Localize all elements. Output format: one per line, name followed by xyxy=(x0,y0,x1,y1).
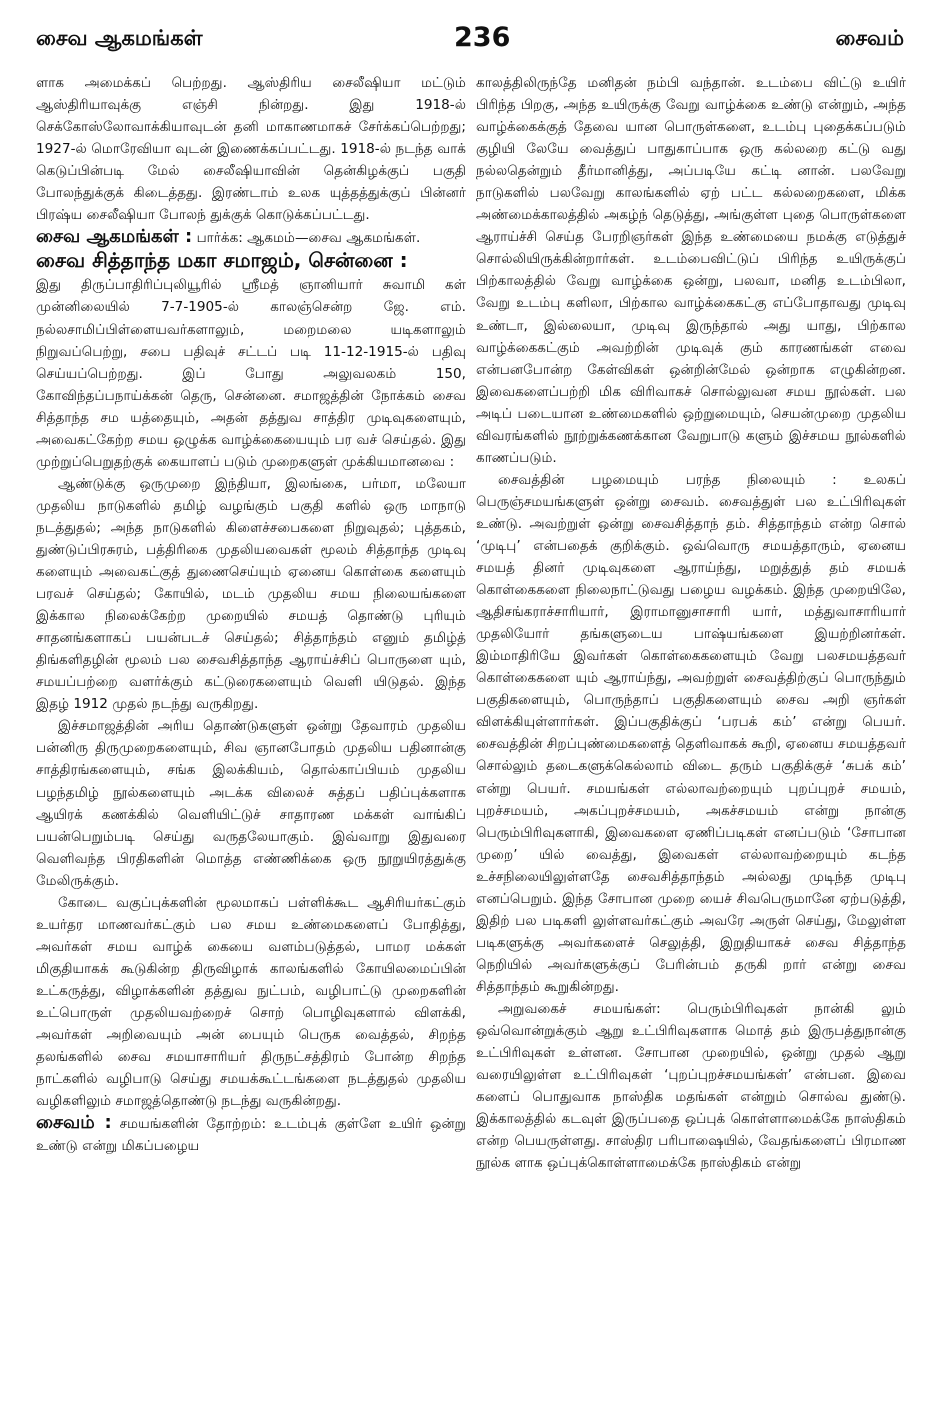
paragraph: காலத்திலிருந்தே மனிதன் நம்பி வந்தான். உடம்பை விட்டு உயிர் பிரிந்த பிறகு, அந்த உயிருக்கு வேறு வாழ்க்கை உண்டு என்றும், அந்த வாழ்க்கைக்குத் தேவை யான பொருள்களை, உடம்பு புதைக்கப்படும் குழியி லேயே வைத்துப் பாதுகாப்பாக ஒரு கல்லறை கட்டு வது நல்லதென்றும் தீர்மானித்து, அப்படியே கட்டி னான். பலவேறு நாடுகளில் பலவேறு காலங்களில் ஏற் பட்ட கல்லறைகளை, மிக்க அண்மைக்காலத்தில் அகழ்ந் தெடுத்து, அங்குள்ள புதை பொருள்களை ஆராய்ச்சி செய்த பேரறிஞர்கள் இந்த உண்மையை நமக்கு எடுத்துச் சொல்லியிருக்கின்றார்கள். உடம்பைவிட்டுப் பிரிந்த உயிருக்குப் பிற்காலத்தில் வேறு வாழ்க்கை ஒன்று, பலவா, மனித உடம்பிலா, வேறு உடம்பு களிலா, பிற்கால வாழ்க்கைகட்கு எப்போதாவது முடிவு உண்டா, இல்லையா, முடிவு இருந்தால் அது யாது, பிற்கால வாழ்க்கைகட்கும் அவற்றின் முடிவுக் கும் காரணங்கள் எவை என்பனபோன்ற கேள்விகள் ஒன்றின்மேல் ஒன்றாக எழுகின்றன. இவைகளைப்பற்றி மிக விரிவாகச் சொல்லுவன சமய நூல்கள். பல அடிப் படையான உண்மைகளில் ஒற்றுமையும், செயன்முறை முதலிய விவரங்களில் நூற்றுக்கணக்கான வேறுபாடு களும் இச்சமய நூல்களில் காணப்படும். xyxy=(476,75,906,466)
entry-text: பார்க்க: ஆகமம்—சைவ ஆகமங்கள். xyxy=(192,230,421,247)
paragraph: இது திருப்பாதிரிப்புலியூரில் ஸ்ரீமத் ஞானியார் சுவாமி கள் முன்னிலையில் 7-7-1905-ல் காலஞ்சென்ற ஜே. எம். நல்லசாமிப்பிள்ளையவர்களாலும், மறைமலை யடிகளாலும் நிறுவப்பெற்று, சபை பதிவுச் சட்டப் படி 11-12-1915-ல் பதிவு செய்யப்பெற்றது. இப் போது அலுவலகம் 150, கோவிந்தப்பநாய்க்கன் தெரு, சென்னை. சமாஜத்தின் நோக்கம் சைவ சித்தாந்த சம யத்தையும், அதன் தத்துவ சாத்திர முடிவுகளையும், அவைகட்கேற்ற சமய ஒழுக்க வாழ்க்கையையும் பர வச் செய்தல். இது முற்றுப்பெறுதற்குக் கையாளப் படும் முறைகளுள் முக்கியமானவை : xyxy=(36,277,466,470)
encyclopedia-entry xyxy=(36,1112,466,1157)
paragraph: அறுவகைச் சமயங்கள்: பெரும்பிரிவுகள் நான்கி லும் ஒவ்வொன்றுக்கும் ஆறு உட்பிரிவுகளாக மொத் தம் இருபத்துநான்கு உட்பிரிவுகள் உள்ளன. சோபான முறையில், ஒன்று முதல் ஆறு வரையிலுள்ள உட்பிரிவுகள் ‘புறப்புறச்சமயங்கள்’ என்பன. இவை களைப் பொதுவாக நாஸ்திக மதங்கள் என்றும் சொல்வ துண்டு. இக்காலத்தில் கடவுள் இருப்பதை ஒப்புக் கொள்ளாமைக்கே நாஸ்திகம் என்ற பெயருள்ளது. சாஸ்திர பரிபாஷையில், வேதங்களைப் பிரமாண நூல்க ளாக ஒப்புக்கொள்ளாமைக்கே நாஸ்திகம் என்று xyxy=(476,1000,906,1172)
page-number: 236 xyxy=(454,22,511,53)
paragraph: சைவத்தின் பழமையும் பரந்த நிலையும் : உலகப் பெருஞ்சமயங்களுள் ஒன்று சைவம். சைவத்துள் பல உட்பிரிவுகள் உண்டு. அவற்றுள் ஒன்று சைவசித்தாந் தம். சித்தாந்தம் என்ற சொல் ‘முடிபு’ என்பதைக் குறிக்கும். ஒவ்வொரு சமயத்தாரும், ஏனைய சமயத் தினர் முடிவுகளை ஆராய்ந்து, மறுத்துத் தம் சமயக் கொள்கைகளை நிலைநாட்டுவது பழைய வழக்கம். இந்த முறையிலே, ஆதிசங்கராச்சாரியார், இராமானுசாசாரி யார், மத்துவாசாரியார் முதலியோர் தங்களுடைய பாஷ்யங்களை இயற்றினர்கள். இம்மாதிரியே இவர்கள் கொள்கைகளையும் வேறு பலசமயத்தவர் கொள்கைகளை யும் ஆராய்ந்து, அவற்றுள் சைவத்திற்குப் பொருந்தும் பகுதிகளையும், பொருந்தாப் பகுதிகளையும் சைவ அறி ஞர்கள் விளக்கியுள்ளார்கள். இப்பகுதிக்குப் ‘பரபக் கம்’ என்று பெயர். சைவத்தின் சிறப்புண்மைகளைத் தெளிவாகக் கூறி, ஏனைய சமயத்தவர் சொல்லும் தடைகளுக்கெல்லாம் விடை தரும் பகுதிக்குச் ‘சுபக் கம்’ என்று பெயர். சமயங்கள் எல்லாவற்றையும் புறப்புறச் சமயம், புறச்சமயம், அகப்புறச்சமயம், அகச்சமயம் என்று நான்கு பெரும்பிரிவுகளாகி, இவைகளை ஏணிப்படிகள் எனப்படும் ‘சோபான முறை’ யில் வைத்து, இவைகள் எல்லாவற்றையும் கடந்த உச்சநிலையிலுள்ளதே சைவசித்தாந்தம் அல்லது முடிந்த முடிபு எனப்பெறும். இந்த சோபான முறை யைச் சிவபெருமானே ஏற்படுத்தி, இதிற் பல படிகளி லுள்ளவர்கட்கும் அவரே அருள் செய்து, மேலுள்ள படிகளுக்கு அவர்களைச் செலுத்தி, இறுதியாகச் சைவ சித்தாந்த நெறியில் அவர்களுக்குப் பேரின்பம் தருகி றார் என்று சைவ சித்தாந்தம் கூறுகின்றது. xyxy=(476,471,906,995)
entry-heading: சைவம் : xyxy=(36,1112,112,1134)
right-column xyxy=(476,72,906,1410)
paragraph: ஆண்டுக்கு ஒருமுறை இந்தியா, இலங்கை, பர்மா, மலேயா முதலிய நாடுகளில் தமிழ் வழங்கும் பகுதி களில் ஒரு மாநாடு நடத்துதல்; அந்த நாடுகளில் கிளைச்சபைகளை நிறுவுதல்; புத்தகம், துண்டுப்பிரசுரம், பத்திரிகை முதலியவைகள் மூலம் சித்தாந்த முடிவு களையும் அவைகட்குத் துணைசெய்யும் ஏனைய கொள்கை களையும் பரவச் செய்தல்; கோயில், மடம் முதலிய சமய நிலையங்களை இக்கால நிலைக்கேற்ற முறையில் சமயத் தொண்டு புரியும் சாதனங்களாகப் பயன்படச் செய்தல்; சித்தாந்தம் எனும் தமிழ்த் திங்களிதழின் மூலம் பல சைவசித்தாந்த ஆராய்ச்சிப் பொருளை யும், சமயப்பற்றை வளர்க்கும் கட்டுரைகளையும் வெளி யிடுதல். இந்த இதழ் 1912 முதல் நடந்து வருகிறது. xyxy=(36,475,466,713)
encyclopedia-entry xyxy=(36,249,466,274)
encyclopedia-entry xyxy=(36,226,466,249)
paragraph: கோடை வகுப்புக்களின் மூலமாகப் பள்ளிக்கூட ஆசிரியர்கட்கும் உயர்தர மாணவர்கட்கும் பல சமய உண்மைகளைப் போதித்து, அவர்கள் சமய வாழ்க் கையை வளம்படுத்தல், பாமர மக்கள் மிகுதியாகக் கூடுகின்ற திருவிழாக் காலங்களில் கோயிலமைப்பின் உட்கருத்து, விழாக்களின் தத்துவ நுட்பம், வழிபாட்டு முறைகளின் உட்பொருள் முதலியவற்றைச் சொற் பொழிவுகளால் விளக்கி, அவர்கள் அறிவையும் அன் பையும் பெருக வைத்தல், சிறந்த தலங்களில் சைவ சமயாசாரியர் திருநட்சத்திரம் போன்ற சிறந்த நாட்களில் வழிபாடு செய்து சமயக்கூட்டங்களை நடத்துதல் முதலிய வழிகளிலும் சமாஜத்தொண்டு நடந்து வருகின்றது. xyxy=(36,894,466,1110)
entry-heading: சைவ சித்தாந்த மகா சமாஜம், சென்னை : xyxy=(36,248,408,273)
running-head-right: சைவம் xyxy=(835,26,904,50)
running-head-left: சைவ ஆகமங்கள் xyxy=(36,26,203,50)
left-column xyxy=(36,72,466,1410)
entry-heading: சைவ ஆகமங்கள் : xyxy=(36,226,193,248)
entry-text: சமயங்களின் தோற்றம்: உடம்புக் குள்ளே உயிர் ஒன்று உண்டு என்று மிகப்பழைய xyxy=(36,1116,466,1155)
paragraph: இச்சமாஜத்தின் அரிய தொண்டுகளுள் ஒன்று தேவாரம் முதலிய பன்னிரு திருமுறைகளையும், சிவ ஞானபோதம் முதலிய பதினான்கு சாத்திரங்களையும், சங்க இலக்கியம், தொல்காப்பியம் முதலிய பழந்தமிழ் நூல்களையும் அடக்க விலைச் சுத்தப் பதிப்புக்களாக ஆயிரக் கணக்கில் வெளியிட்டுச் சாதாரண மக்கள் வாங்கிப் பயன்பெறும்படி செய்து வருதலேயாகும். இவ்வாறு இதுவரை வெளிவந்த பிரதிகளின் மொத்த எண்ணிக்கை ஒரு நூறுயிரத்துக்கு மேலிருக்கும். xyxy=(36,718,466,889)
page-header xyxy=(36,22,904,56)
paragraph: ளாக அமைக்கப் பெற்றது. ஆஸ்திரிய சைலீஷியா மட்டும் ஆஸ்திரியாவுக்கு எஞ்சி நின்றது. இது 1918-ல் செக்கோஸ்லோவாக்கியாவுடன் தனி மாகாணமாகச் சேர்க்கப்பெற்றது; 1927-ல் மொரேவியா வுடன் இணைக்கப்பட்டது. 1918-ல் நடந்த வாக் கெடுப்பின்படி மேல் சைலீஷியாவின் தென்கிழக்குப் பகுதி போலந்துக்குக் கிடைத்தது. இரண்டாம் உலக யுத்தத்துக்குப் பின்னர் பிரஷ்ய சைலீஷியா போலந் துக்குக் கொடுக்கப்பட்டது. xyxy=(36,75,466,224)
